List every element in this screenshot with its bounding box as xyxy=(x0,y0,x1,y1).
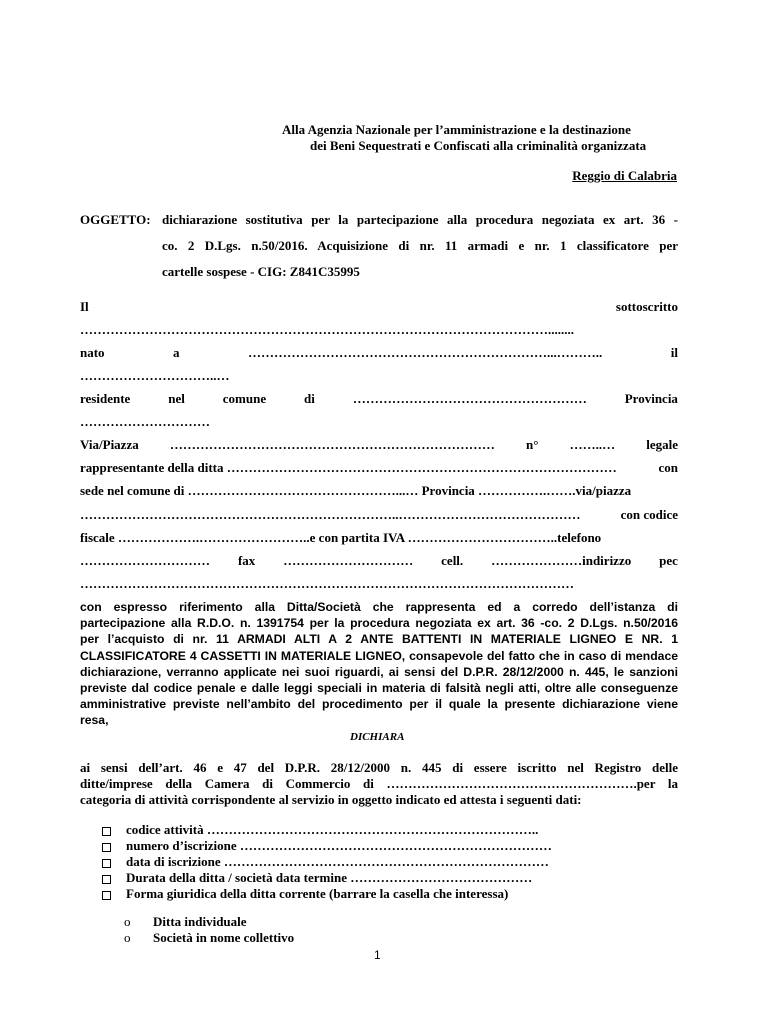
form-text: Il xyxy=(80,299,89,314)
form-text: sede nel comune di …………………………………………...… Provincia …………….…….via/piazza xyxy=(80,483,632,498)
form-text: fax xyxy=(237,553,256,568)
form-text: comune xyxy=(222,391,267,406)
form-text: ………………………… xyxy=(80,553,210,568)
form-text: n° xyxy=(526,437,539,452)
body-line: con espresso riferimento alla Ditta/Società che rappresenta ed a corredo dell’istanza di xyxy=(80,600,678,614)
form-row-1 xyxy=(80,299,678,315)
subject-line-3: cartelle sospese - CIG: Z841C35995 xyxy=(162,264,360,279)
body-line: previste dal codice penale e dalle leggi speciali in materia di falsità negli atti, oltre alle conseguenze xyxy=(80,681,678,695)
form-text: ……………………………………………… xyxy=(352,391,587,406)
declaration-line: ditte/imprese della Camera di Commercio di ………………………………………………….per la xyxy=(80,776,678,791)
checklist-item: data di iscrizione ………………………………………………………………… xyxy=(126,854,549,869)
checkbox-icon xyxy=(102,843,111,852)
recipient-city: Reggio di Calabria xyxy=(572,168,677,183)
form-text: Via/Piazza xyxy=(80,437,139,452)
form-text: cell. xyxy=(441,553,464,568)
checkbox-icon xyxy=(102,875,111,884)
form-text: residente xyxy=(80,391,131,406)
checklist-item: Durata della ditta / società data termine …………………………………… xyxy=(126,870,533,885)
form-row-7 xyxy=(80,437,678,453)
body-line: partecipazione alla R.D.O. n. 1391754 per la procedura negoziata ex art. 36 -co. 2 D.Lgs. n.50/2016 xyxy=(80,616,678,630)
checkbox-icon xyxy=(102,891,111,900)
form-text: nato xyxy=(80,345,105,360)
recipient-line-1: Alla Agenzia Nazionale per l’amministrazione e la destinazione xyxy=(282,122,631,137)
form-row-8 xyxy=(80,460,678,476)
checkbox-icon xyxy=(102,827,111,836)
circle-bullet-icon: o xyxy=(124,914,131,929)
option-item: Società in nome collettivo xyxy=(153,930,295,945)
form-dots-row-2: ………………………………………………………………………………………………........ xyxy=(80,322,574,337)
body-line: per l’acquisto di nr. 11 ARMADI ALTI A 2 ANTE BATTENTI IN MATERIALE LIGNEO E NR. 1 xyxy=(80,632,678,646)
form-row-3 xyxy=(80,345,678,361)
form-text: ………………………… xyxy=(283,553,414,568)
form-text: rappresentante della ditta ……………………………………………………………………………… xyxy=(80,460,617,475)
form-text: ……………………………………………………………...……….. xyxy=(248,345,603,360)
page-number: 1 xyxy=(374,948,381,962)
declaration-line: categoria di attività corrispondente al servizio in oggetto indicato ed attesta i seguenti dati: xyxy=(80,792,582,807)
body-line: amministrative previste nell’ambito del procedimento per il quale la presente dichiarazione viene xyxy=(80,697,678,711)
form-text: Provincia xyxy=(624,391,678,406)
form-text: ………………………………………………………………… xyxy=(169,437,495,452)
form-dots-row-13: …………………………………………………………………………………………………… xyxy=(80,576,574,591)
form-text: fiscale ……………….……………………..e con partita IVA ……………………………..telefono xyxy=(80,530,602,545)
form-text: con xyxy=(658,460,678,475)
body-line: dichiarazione, verranno applicate nei suoi riguardi, ai sensi del D.P.R. 28/12/2000 n. 445, le sanzioni xyxy=(80,665,678,679)
form-dots-row-4: …………………………..… xyxy=(80,368,230,383)
form-text: ………………………………………………………………..…………………………………… xyxy=(80,507,581,522)
form-text: ……..… xyxy=(569,437,616,452)
subject-line-2: co. 2 D.Lgs. n.50/2016. Acquisizione di nr. 11 armadi e nr. 1 classificatore per xyxy=(162,238,678,253)
subject-line-1: dichiarazione sostitutiva per la partecipazione alla procedura negoziata ex art. 36 - xyxy=(162,212,678,227)
body-line: resa, xyxy=(80,713,109,727)
form-text: di xyxy=(304,391,315,406)
checkbox-icon xyxy=(102,859,111,868)
form-row-9 xyxy=(80,483,678,499)
form-row-11 xyxy=(80,530,678,546)
declaration-line: ai sensi dell’art. 46 e 47 del D.P.R. 28/12/2000 n. 445 di essere iscritto nel Registro delle xyxy=(80,760,678,775)
recipient-line-2: dei Beni Sequestrati e Confiscati alla criminalità organizzata xyxy=(310,138,647,153)
form-row-10 xyxy=(80,507,678,523)
form-text: sottoscritto xyxy=(615,299,678,314)
form-text: legale xyxy=(646,437,678,452)
form-row-5 xyxy=(80,391,678,407)
checklist-item: numero d’iscrizione ……………………………………………………………… xyxy=(126,838,552,853)
option-item: Ditta individuale xyxy=(153,914,247,929)
form-text: nel xyxy=(168,391,185,406)
form-row-12 xyxy=(80,553,678,569)
form-text: il xyxy=(670,345,678,360)
checklist-item: Forma giuridica della ditta corrente (barrare la casella che interessa) xyxy=(126,886,509,901)
form-text: con codice xyxy=(620,507,678,522)
subject-label: OGGETTO: xyxy=(80,212,151,227)
form-text: a xyxy=(173,345,180,360)
body-line: CLASSIFICATORE 4 CASSETTI IN MATERIALE LIGNEO, consapevole del fatto che in caso di mendace xyxy=(80,649,678,663)
checklist-item: codice attività ………………………………………………………………….. xyxy=(126,822,539,837)
form-text: …………………indirizzo xyxy=(491,553,632,568)
circle-bullet-icon: o xyxy=(124,930,131,945)
form-text: pec xyxy=(659,553,678,568)
declares-heading: DICHIARA xyxy=(350,731,405,743)
form-dots-row-6: ………………………… xyxy=(80,414,210,429)
